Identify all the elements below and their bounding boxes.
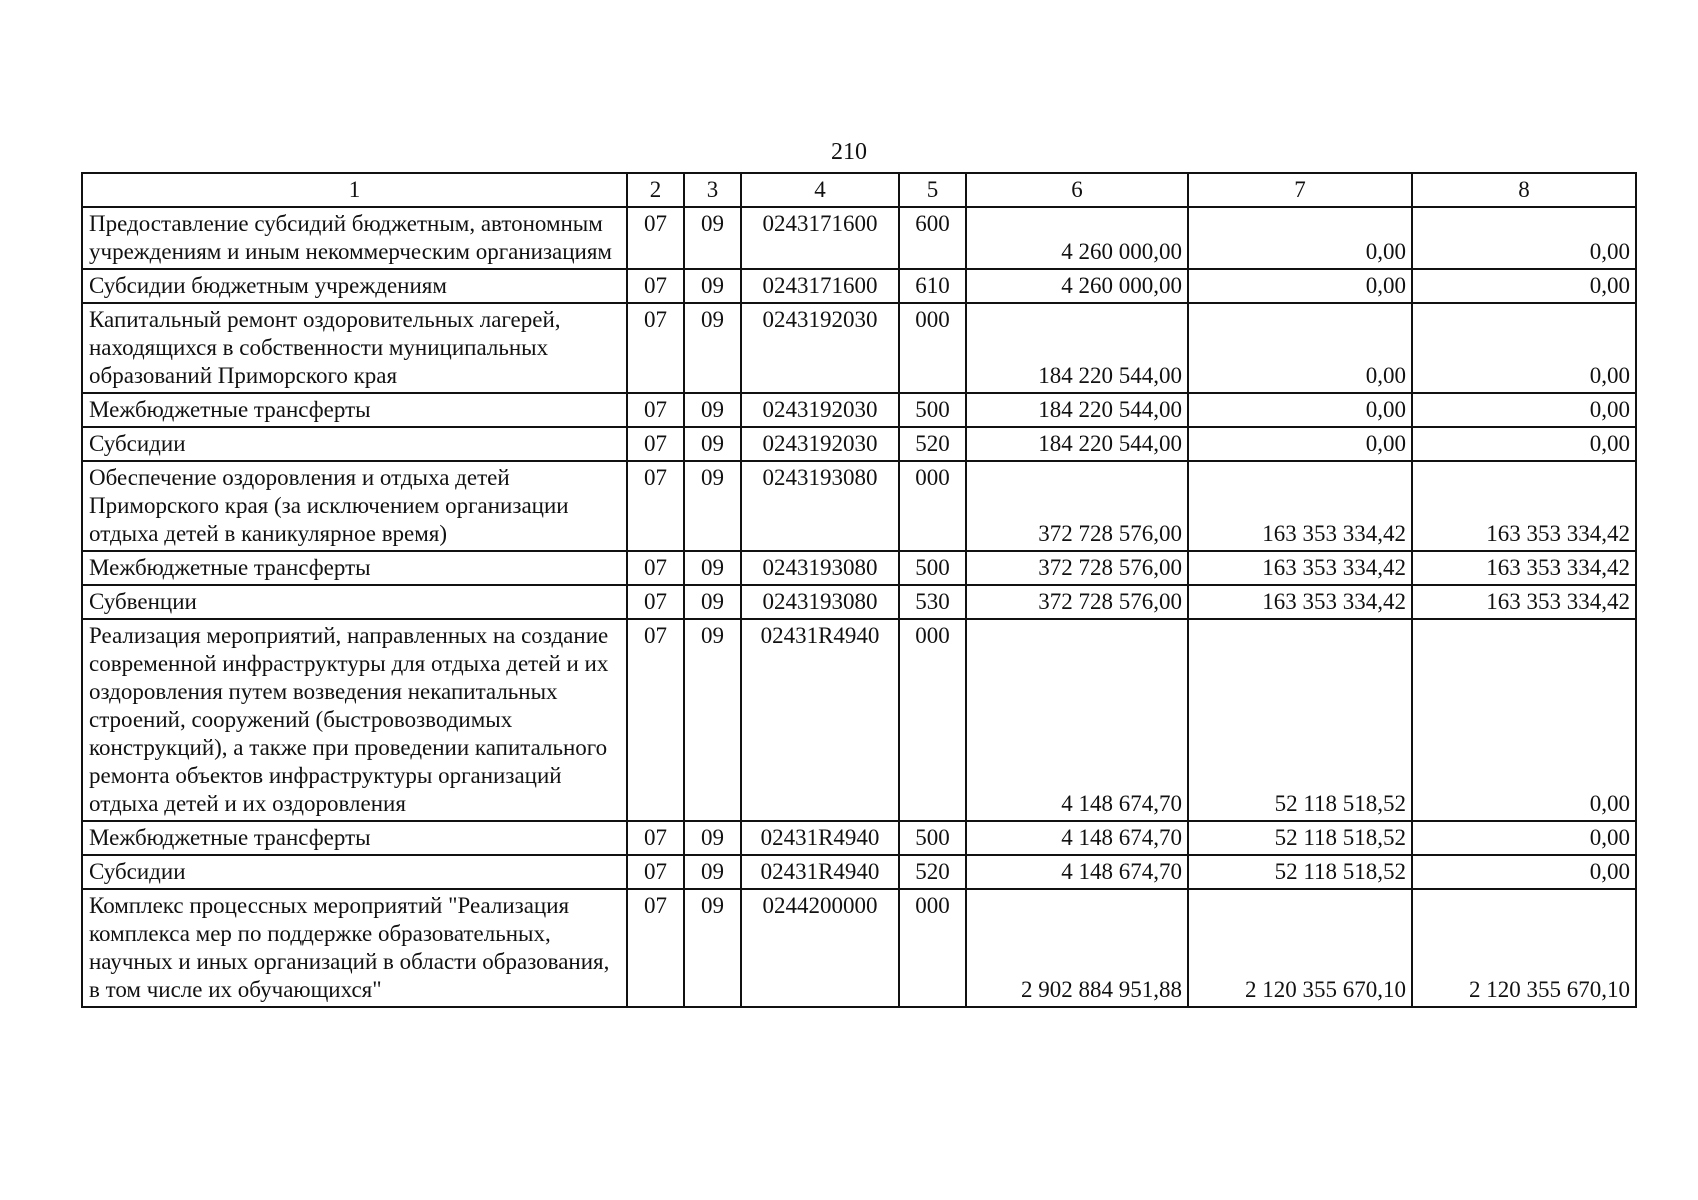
table-row bbox=[82, 619, 1636, 821]
amount-col6-cell: 184 220 544,00 bbox=[966, 427, 1188, 461]
amount-col7-cell: 0,00 bbox=[1188, 269, 1412, 303]
amount-col7-cell: 52 118 518,52 bbox=[1188, 619, 1412, 821]
amount-col8-cell: 0,00 bbox=[1412, 207, 1636, 269]
expense-type-cell: 000 bbox=[899, 619, 966, 821]
row-name-cell: Межбюджетные трансферты bbox=[82, 551, 627, 585]
amount-col7-cell: 0,00 bbox=[1188, 393, 1412, 427]
target-article-cell: 0243193080 bbox=[741, 551, 899, 585]
amount-col6-cell: 184 220 544,00 bbox=[966, 303, 1188, 393]
amount-col6-cell: 372 728 576,00 bbox=[966, 551, 1188, 585]
table-row bbox=[82, 207, 1636, 269]
section-code-cell: 07 bbox=[627, 619, 684, 821]
target-article-cell: 0243192030 bbox=[741, 427, 899, 461]
row-name-cell: Межбюджетные трансферты bbox=[82, 393, 627, 427]
section-code-cell: 07 bbox=[627, 427, 684, 461]
target-article-cell: 0243193080 bbox=[741, 585, 899, 619]
expense-type-cell: 610 bbox=[899, 269, 966, 303]
section-code-cell: 07 bbox=[627, 585, 684, 619]
target-article-cell: 02431R4940 bbox=[741, 821, 899, 855]
row-name-cell: Комплекс процессных мероприятий "Реализация комплекса мер по поддержке образовательных, научных и иных организаций в области образования, в том числе их обучающихся" bbox=[82, 889, 627, 1007]
target-article-cell: 0243171600 bbox=[741, 269, 899, 303]
amount-col6-cell: 4 148 674,70 bbox=[966, 855, 1188, 889]
section-code-cell: 07 bbox=[627, 855, 684, 889]
section-code-cell: 07 bbox=[627, 269, 684, 303]
target-article-cell: 0243192030 bbox=[741, 393, 899, 427]
expense-type-cell: 000 bbox=[899, 303, 966, 393]
expense-type-cell: 500 bbox=[899, 393, 966, 427]
row-name-cell: Обеспечение оздоровления и отдыха детей Приморского края (за исключением организации отдыха детей в каникулярное время) bbox=[82, 461, 627, 551]
section-code-cell: 07 bbox=[627, 821, 684, 855]
amount-col8-cell: 0,00 bbox=[1412, 427, 1636, 461]
subsection-code-cell: 09 bbox=[684, 461, 741, 551]
subsection-code-cell: 09 bbox=[684, 585, 741, 619]
subsection-code-cell: 09 bbox=[684, 619, 741, 821]
section-code-cell: 07 bbox=[627, 461, 684, 551]
column-header-1: 1 bbox=[82, 173, 627, 207]
row-name-cell: Субвенции bbox=[82, 585, 627, 619]
row-name-cell: Межбюджетные трансферты bbox=[82, 821, 627, 855]
expense-type-cell: 000 bbox=[899, 889, 966, 1007]
target-article-cell: 0243193080 bbox=[741, 461, 899, 551]
subsection-code-cell: 09 bbox=[684, 303, 741, 393]
table-row bbox=[82, 461, 1636, 551]
amount-col6-cell: 4 148 674,70 bbox=[966, 821, 1188, 855]
amount-col7-cell: 0,00 bbox=[1188, 303, 1412, 393]
column-header-6: 6 bbox=[966, 173, 1188, 207]
table-row bbox=[82, 551, 1636, 585]
amount-col8-cell: 0,00 bbox=[1412, 821, 1636, 855]
amount-col7-cell: 163 353 334,42 bbox=[1188, 551, 1412, 585]
expense-type-cell: 530 bbox=[899, 585, 966, 619]
table-row bbox=[82, 855, 1636, 889]
subsection-code-cell: 09 bbox=[684, 855, 741, 889]
column-header-7: 7 bbox=[1188, 173, 1412, 207]
amount-col8-cell: 0,00 bbox=[1412, 303, 1636, 393]
target-article-cell: 02431R4940 bbox=[741, 619, 899, 821]
target-article-cell: 0243192030 bbox=[741, 303, 899, 393]
table-row bbox=[82, 393, 1636, 427]
amount-col8-cell: 2 120 355 670,10 bbox=[1412, 889, 1636, 1007]
amount-col8-cell: 163 353 334,42 bbox=[1412, 551, 1636, 585]
row-name-cell: Капитальный ремонт оздоровительных лагерей, находящихся в собственности муниципальных образований Приморского края bbox=[82, 303, 627, 393]
column-header-4: 4 bbox=[741, 173, 899, 207]
amount-col6-cell: 2 902 884 951,88 bbox=[966, 889, 1188, 1007]
row-name-cell: Реализация мероприятий, направленных на создание современной инфраструктуры для отдыха детей и их оздоровления путем возведения некапитальных строений, сооружений (быстровозводимых конструкций), а также при проведении капитального ремонта объектов инфраструктуры организаций отдыха детей и их оздоровления bbox=[82, 619, 627, 821]
table-row bbox=[82, 303, 1636, 393]
table-row bbox=[82, 889, 1636, 1007]
amount-col7-cell: 163 353 334,42 bbox=[1188, 461, 1412, 551]
row-name-cell: Субсидии bbox=[82, 855, 627, 889]
expense-type-cell: 000 bbox=[899, 461, 966, 551]
subsection-code-cell: 09 bbox=[684, 889, 741, 1007]
target-article-cell: 0244200000 bbox=[741, 889, 899, 1007]
amount-col8-cell: 0,00 bbox=[1412, 855, 1636, 889]
column-header-5: 5 bbox=[899, 173, 966, 207]
expense-type-cell: 600 bbox=[899, 207, 966, 269]
table-row bbox=[82, 821, 1636, 855]
subsection-code-cell: 09 bbox=[684, 269, 741, 303]
subsection-code-cell: 09 bbox=[684, 207, 741, 269]
amount-col6-cell: 372 728 576,00 bbox=[966, 585, 1188, 619]
amount-col8-cell: 0,00 bbox=[1412, 619, 1636, 821]
target-article-cell: 02431R4940 bbox=[741, 855, 899, 889]
amount-col8-cell: 0,00 bbox=[1412, 393, 1636, 427]
section-code-cell: 07 bbox=[627, 393, 684, 427]
amount-col6-cell: 4 260 000,00 bbox=[966, 207, 1188, 269]
column-header-3: 3 bbox=[684, 173, 741, 207]
column-header-8: 8 bbox=[1412, 173, 1636, 207]
subsection-code-cell: 09 bbox=[684, 551, 741, 585]
budget-table bbox=[81, 172, 1637, 1008]
section-code-cell: 07 bbox=[627, 551, 684, 585]
expense-type-cell: 500 bbox=[899, 821, 966, 855]
amount-col8-cell: 163 353 334,42 bbox=[1412, 461, 1636, 551]
subsection-code-cell: 09 bbox=[684, 393, 741, 427]
table-row bbox=[82, 427, 1636, 461]
amount-col8-cell: 0,00 bbox=[1412, 269, 1636, 303]
subsection-code-cell: 09 bbox=[684, 427, 741, 461]
row-name-cell: Предоставление субсидий бюджетным, автономным учреждениям и иным некоммерческим организациям bbox=[82, 207, 627, 269]
subsection-code-cell: 09 bbox=[684, 821, 741, 855]
table-row bbox=[82, 585, 1636, 619]
amount-col7-cell: 163 353 334,42 bbox=[1188, 585, 1412, 619]
amount-col6-cell: 184 220 544,00 bbox=[966, 393, 1188, 427]
expense-type-cell: 520 bbox=[899, 855, 966, 889]
row-name-cell: Субсидии бюджетным учреждениям bbox=[82, 269, 627, 303]
amount-col8-cell: 163 353 334,42 bbox=[1412, 585, 1636, 619]
amount-col7-cell: 0,00 bbox=[1188, 427, 1412, 461]
amount-col7-cell: 52 118 518,52 bbox=[1188, 821, 1412, 855]
amount-col6-cell: 4 260 000,00 bbox=[966, 269, 1188, 303]
expense-type-cell: 520 bbox=[899, 427, 966, 461]
column-header-2: 2 bbox=[627, 173, 684, 207]
section-code-cell: 07 bbox=[627, 207, 684, 269]
amount-col7-cell: 52 118 518,52 bbox=[1188, 855, 1412, 889]
amount-col7-cell: 0,00 bbox=[1188, 207, 1412, 269]
header-row bbox=[82, 173, 1636, 207]
target-article-cell: 0243171600 bbox=[741, 207, 899, 269]
amount-col6-cell: 4 148 674,70 bbox=[966, 619, 1188, 821]
page-number: 210 bbox=[831, 139, 867, 165]
section-code-cell: 07 bbox=[627, 303, 684, 393]
amount-col7-cell: 2 120 355 670,10 bbox=[1188, 889, 1412, 1007]
row-name-cell: Субсидии bbox=[82, 427, 627, 461]
table-row bbox=[82, 269, 1636, 303]
section-code-cell: 07 bbox=[627, 889, 684, 1007]
expense-type-cell: 500 bbox=[899, 551, 966, 585]
amount-col6-cell: 372 728 576,00 bbox=[966, 461, 1188, 551]
